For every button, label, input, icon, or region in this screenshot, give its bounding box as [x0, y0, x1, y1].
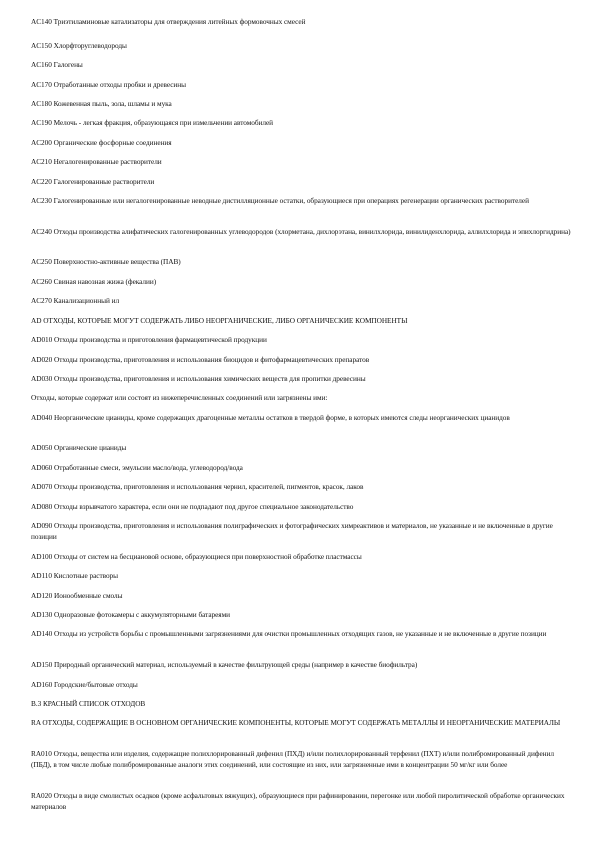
list-item-ad020: AD020 Отходы производства, приготовления и использования биоцидов и фитофармацевтических препаратов [31, 355, 370, 364]
list-item-ad150: AD150 Природный органический материал, используемый в качестве фильтрующей среды (например в качестве биофильтра) [31, 660, 418, 669]
list-item-ad110: AD110 Кислотные растворы [31, 571, 119, 580]
section-heading-ad: AD ОТХОДЫ, КОТОРЫЕ МОГУТ СОДЕРЖАТЬ ЛИБО НЕОРГАНИЧЕСКИЕ, ЛИБО ОРГАНИЧЕСКИЕ КОМПОНЕНТЫ [31, 316, 408, 325]
list-item-ac150: AC150 Хлорфторуглеводороды [31, 41, 127, 50]
list-item-ac170: AC170 Отработанные отходы пробки и древесины [31, 80, 186, 89]
list-item-ac190: AC190 Мелочь - легкая фракция, образующаяся при измельчении автомобилей [31, 118, 274, 127]
list-item-ad090: AD090 Отходы производства, приготовления и использования полиграфических и фотографических химреактивов и материалов, не указанные и не включенные в другие позиции [31, 521, 553, 541]
intro-paragraph: Отходы, которые содержат или состоят из нижеперечисленных соединений или загрязнены ими: [31, 393, 328, 402]
list-item-ad040: AD040 Неорганические цианиды, кроме содержащих драгоценные металлы остатков в твердой форме, в которых имеются следы неорганических цианидов [31, 413, 510, 422]
list-item-ac180: AC180 Кожевенная пыль, зола, шламы и мука [31, 99, 172, 108]
list-item-ad010: AD010 Отходы производства и приготовления фармацевтической продукции [31, 335, 267, 344]
list-item-ad140: AD140 Отходы из устройств борьбы с промышленными загрязнениями для очистки промышленных отходящих газов, не указанные и не включенные в другие позиции [31, 629, 547, 638]
list-item-ac250: AC250 Поверхностно-активные вещества (ПАВ) [31, 257, 181, 266]
list-item-ad130: AD130 Одноразовые фотокамеры с аккумуляторными батареями [31, 610, 231, 619]
list-item-ad060: AD060 Отработанные смеси, эмульсии масло/вода, углеводород/вода [31, 463, 243, 472]
list-item-ac160: AC160 Галогены [31, 60, 83, 69]
list-item-ad100: AD100 Отходы от систем на бесциановой основе, образующиеся при поверхностной обработке пластмассы [31, 552, 362, 561]
list-item-ac260: AC260 Свиная навозная жижа (фекалии) [31, 277, 157, 286]
list-item-ad120: AD120 Ионообменные смолы [31, 591, 123, 600]
list-item-ra010: RA010 Отходы, вещества или изделия, содержащие полихлорированный дифенил (ПХД) и/или полихлорированный терфенил (ПХТ) и/или полибромированный дифенил (ПБД), в том числе любые полибромированные аналоги этих соединений, или состоящие из них, или загрязненные ими в концентрации 50 мг/кг или более [31, 749, 554, 769]
list-item-ac220: AC220 Галогенированные растворители [31, 177, 155, 186]
section-heading-red-list: В.3 КРАСНЫЙ СПИСОК ОТХОДОВ [31, 699, 146, 708]
section-heading-ra: RA ОТХОДЫ, СОДЕРЖАЩИЕ В ОСНОВНОМ ОРГАНИЧЕСКИЕ КОМПОНЕНТЫ, КОТОРЫЕ МОГУТ СОДЕРЖАТЬ МЕТАЛЛЫ И НЕОРГАНИЧЕСКИЕ МАТЕРИАЛЫ [31, 718, 561, 727]
list-item-ad070: AD070 Отходы производства, приготовления и использования чернил, красителей, пигментов, красок, лаков [31, 482, 364, 491]
list-item-ac200: AC200 Органические фосфорные соединения [31, 138, 172, 147]
list-item-ac270: AC270 Канализационный ил [31, 296, 120, 305]
list-item-ra020: RA020 Отходы в виде смолистых осадков (кроме асфальтовых вяжущих), образующиеся при рафинировании, перегонке или любой пиролитической обработке органических материалов [31, 791, 565, 811]
list-item-ac140: AC140 Триэтиламиновые катализаторы для отверждения литейных формовочных смесей [31, 17, 306, 26]
list-item-ad030: AD030 Отходы производства, приготовления и использования химических веществ для пропитки древесины [31, 374, 366, 383]
list-item-ad160: AD160 Городские/бытовые отходы [31, 680, 138, 689]
list-item-ad050: AD050 Органические цианиды [31, 443, 127, 452]
list-item-ac240: AC240 Отходы производства алифатических галогенированных углеводородов (хлорметана, дихлорэтана, винилхлорида, винилиденхлорида, аллилхлорида и эпихлоргидрина) [31, 227, 571, 236]
list-item-ac210: AC210 Негалогенированные растворители [31, 157, 162, 166]
list-item-ac230: AC230 Галогенированные или негалогенированные неводные дистилляционные остатки, образующиеся при операциях регенерации органических растворителей [31, 196, 529, 205]
list-item-ad080: AD080 Отходы взрывчатого характера, если они не подпадают под другое специальное законодательство [31, 502, 354, 511]
